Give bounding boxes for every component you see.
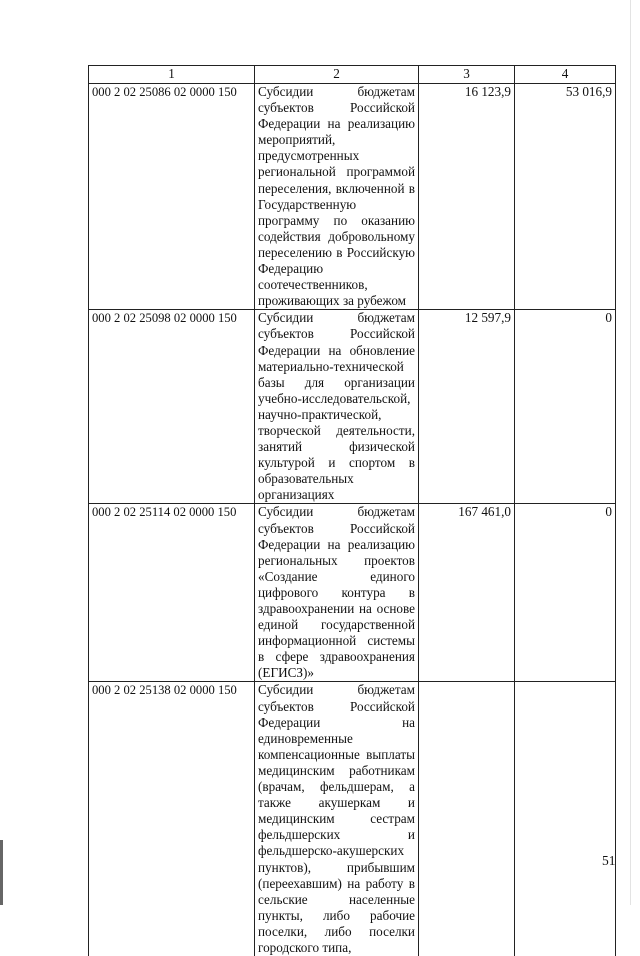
- table-row: [89, 682, 616, 956]
- value-col-3: 167 461,0: [419, 504, 515, 682]
- budget-code: 000 2 02 25114 02 0000 150: [89, 504, 255, 682]
- table-row: [89, 310, 616, 504]
- value-col-4: 0: [515, 310, 616, 504]
- page-number: 51: [602, 853, 616, 868]
- column-header-4: 4: [515, 66, 616, 84]
- value-col-3: 12 597,9: [419, 310, 515, 504]
- row-description: Субсидии бюджетам субъектов Российской Федерации на единовременные компенсационные выплаты медицинским работникам (врачам, фельдшерам, а также акушеркам и медицинским сестрам фельдшерских и фельдшерско-акушерских пунктов), прибывшим (переехавшим) на работу в сельские населенные пункты, либо рабочие поселки, либо поселки городского типа,: [255, 682, 419, 956]
- scan-edge-line: [630, 0, 631, 905]
- value-col-4: 0: [515, 504, 616, 682]
- table-header-row: [89, 66, 616, 84]
- value-col-4: 53 016,9: [515, 84, 616, 310]
- value-col-3: 16 123,9: [419, 84, 515, 310]
- column-header-1: 1: [89, 66, 255, 84]
- value-col-4: [515, 682, 616, 956]
- budget-code: 000 2 02 25098 02 0000 150: [89, 310, 255, 504]
- row-description: Субсидии бюджетам субъектов Российской Федерации на реализацию региональных проектов «Создание единого цифрового контура в здравоохранении на основе единой государственной информационной системы в сфере здравоохранения (ЕГИСЗ)»: [255, 504, 419, 682]
- row-description: Субсидии бюджетам субъектов Российской Федерации на реализацию мероприятий, предусмотренных региональной программой переселения, включенной в Государственную программу по оказанию содействия добровольному переселению в Российскую Федерацию соотечественников, проживающих за рубежом: [255, 84, 419, 310]
- column-header-2: 2: [255, 66, 419, 84]
- table-row: [89, 504, 616, 682]
- table-row: [89, 84, 616, 310]
- column-header-3: 3: [419, 66, 515, 84]
- value-col-3: [419, 682, 515, 956]
- scan-edge-mark: [0, 840, 3, 905]
- budget-table: [88, 65, 616, 956]
- budget-code: 000 2 02 25086 02 0000 150: [89, 84, 255, 310]
- budget-code: 000 2 02 25138 02 0000 150: [89, 682, 255, 956]
- row-description: Субсидии бюджетам субъектов Российской Федерации на обновление материально-технической базы для организации учебно-исследовательской, научно-практической, творческой деятельности, занятий физической культурой и спортом в образовательных организациях: [255, 310, 419, 504]
